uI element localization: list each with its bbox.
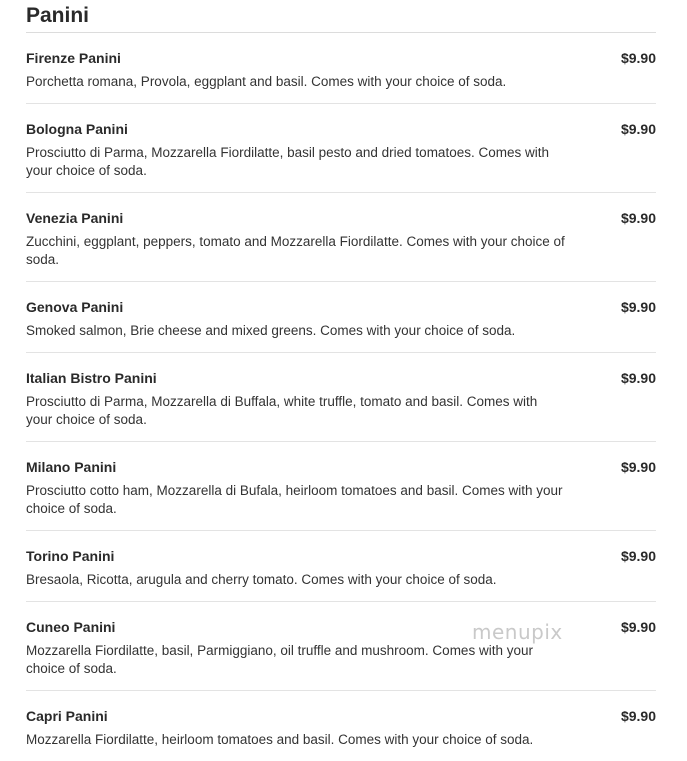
item-price: $9.90: [620, 548, 656, 564]
item-price: $9.90: [620, 619, 656, 635]
item-name: Torino Panini: [26, 548, 115, 564]
item-name: Venezia Panini: [26, 210, 124, 226]
item-description: Prosciutto cotto ham, Mozzarella di Bufala, heirloom tomatoes and basil. Comes with your choice of soda.: [26, 483, 563, 516]
item-name: Bologna Panini: [26, 121, 128, 137]
menu-page: [26, 0, 656, 761]
menu-item: [26, 442, 656, 531]
item-price: $9.90: [620, 708, 656, 724]
item-name: Capri Panini: [26, 708, 108, 724]
item-description: Prosciutto di Parma, Mozzarella Fiordilatte, basil pesto and dried tomatoes. Comes with your choice of soda.: [26, 145, 549, 178]
item-name: Milano Panini: [26, 459, 117, 475]
menu-item: [26, 282, 656, 353]
menu-item: [26, 602, 656, 691]
item-description: Zucchini, eggplant, peppers, tomato and Mozzarella Fiordilatte. Comes with your choice of soda.: [26, 234, 565, 267]
menu-item: [26, 193, 656, 282]
item-description: Mozzarella Fiordilatte, heirloom tomatoes and basil. Comes with your choice of soda.: [26, 732, 534, 747]
item-description: Bresaola, Ricotta, arugula and cherry tomato. Comes with your choice of soda.: [26, 572, 497, 587]
item-description: Porchetta romana, Provola, eggplant and basil. Comes with your choice of soda.: [26, 74, 507, 89]
item-price: $9.90: [620, 121, 656, 137]
item-name: Firenze Panini: [26, 50, 121, 66]
item-name: Genova Panini: [26, 299, 124, 315]
menu-item: [26, 33, 656, 104]
menu-item: [26, 353, 656, 442]
menu-list: [26, 33, 656, 761]
menupix-watermark: menupix: [472, 620, 563, 644]
item-price: $9.90: [620, 210, 656, 226]
item-price: $9.90: [620, 299, 656, 315]
menu-item: [26, 104, 656, 193]
menu-item: [26, 691, 656, 761]
item-price: $9.90: [620, 370, 656, 386]
item-description: Smoked salmon, Brie cheese and mixed greens. Comes with your choice of soda.: [26, 323, 516, 338]
item-name: Cuneo Panini: [26, 619, 116, 635]
item-description: Prosciutto di Parma, Mozzarella di Buffala, white truffle, tomato and basil. Comes with your choice of soda.: [26, 394, 538, 427]
item-price: $9.90: [620, 50, 656, 66]
item-price: $9.90: [620, 459, 656, 475]
menu-item: [26, 531, 656, 602]
item-description: Mozzarella Fiordilatte, basil, Parmiggiano, oil truffle and mushroom. Comes with your choice of soda.: [26, 643, 533, 676]
section-title: Panini: [26, 4, 90, 27]
item-name: Italian Bistro Panini: [26, 370, 157, 386]
